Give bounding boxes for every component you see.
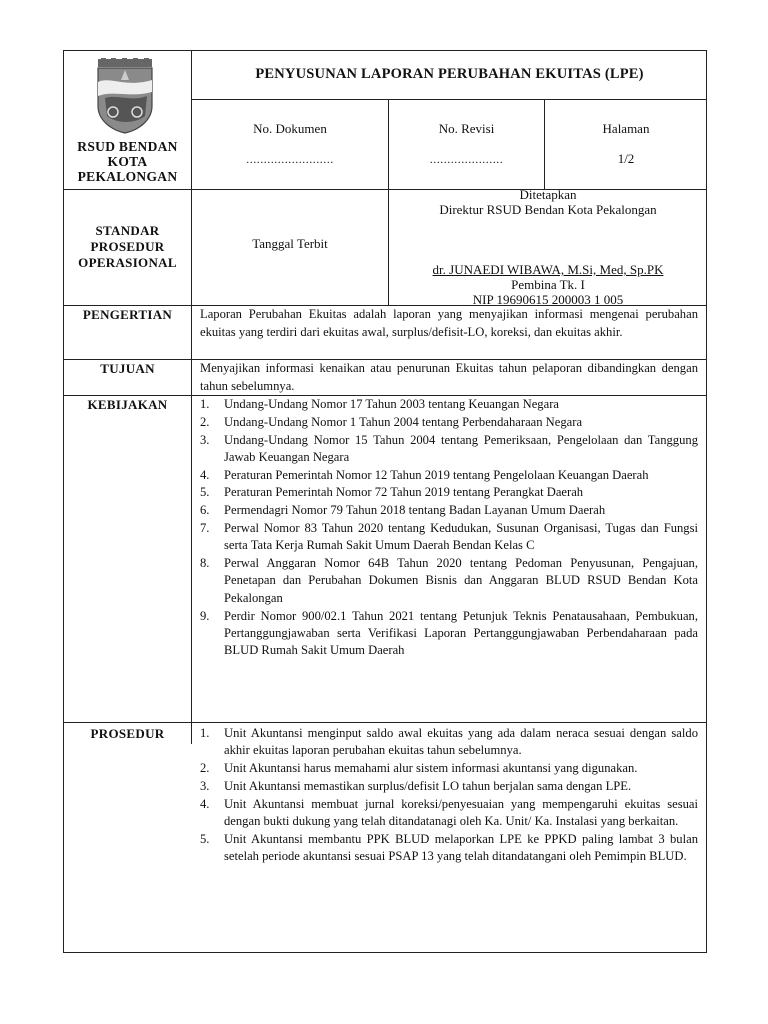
list-item: 2. Unit Akuntansi harus memahami alur sistem informasi akuntansi yang digunakan. xyxy=(200,761,638,776)
list-item: 3. Unit Akuntansi memastikan surplus/defisit LO tahun berjalan sama dengan LPE. xyxy=(200,778,632,793)
no-revisi-value: ..................... xyxy=(429,152,504,166)
list-item: 5. Peraturan Pemerintah Nomor 72 Tahun 2019 tentang Perangkat Daerah xyxy=(200,485,584,500)
list-item: 4. Peraturan Pemerintah Nomor 12 Tahun 2019 tentang Pengelolaan Keuangan Daerah xyxy=(200,467,649,482)
signer-name: dr. JUNAEDI WIBAWA, M.Si, Med, Sp.PK xyxy=(432,262,664,277)
logo xyxy=(95,58,155,134)
tujuan-text: Menyajikan informasi kenaikan atau penurunan Ekuitas tahun pelaporan dibandingkan dengan tahun sebelumnya. xyxy=(200,361,698,393)
list-item: 4. Unit Akuntansi membuat jurnal koreksi/penyesuaian yang mempengaruhi ekuitas sesuai dengan bukti dukung yang telah ditandatanagi oleh Ka. Unit/ Ka. Instalasi yang berkaitan. xyxy=(200,796,698,828)
ditetapkan-label: Ditetapkan xyxy=(519,187,577,202)
prosedur-label: PROSEDUR xyxy=(90,726,165,741)
no-dokumen-label: No. Dokumen xyxy=(253,121,327,136)
signer-rank: Pembina Tk. I xyxy=(511,277,585,292)
tujuan-label: TUJUAN xyxy=(100,361,155,376)
no-revisi-label: No. Revisi xyxy=(438,121,495,136)
kebijakan-list-container xyxy=(200,396,698,660)
list-item: 2. Undang-Undang Nomor 1 Tahun 2004 tentang Perbendaharaan Negara xyxy=(200,414,583,429)
no-dokumen-value: ......................... xyxy=(246,152,334,166)
list-item: 7. Perwal Nomor 83 Tahun 2020 tentang Kedudukan, Susunan Organisasi, Tugas dan Fungsi serta Tata Kerja Rumah Sakit Umum Daerah Bendan Kelas C xyxy=(200,521,698,553)
list-item: 3. Undang-Undang Nomor 15 Tahun 2004 tentang Pemeriksaan, Pengelolaan dan Tanggung Jawab Keuangan Negara xyxy=(200,432,698,464)
list-item: 1. Unit Akuntansi menginput saldo awal ekuitas yang ada dalam neraca sesuai dengan saldo akhir ekuitas laporan perubahan ekuitas tahun sebelumnya. xyxy=(200,726,698,758)
divider xyxy=(191,99,707,100)
divider xyxy=(63,722,707,723)
prosedur-list xyxy=(200,725,698,865)
city-crest-icon xyxy=(95,58,155,134)
halaman-value: 1/2 xyxy=(617,151,635,166)
halaman-label: Halaman xyxy=(602,121,650,136)
sop-label: STANDAR PROSEDUR OPERASIONAL xyxy=(78,223,177,270)
list-item: 8. Perwal Anggaran Nomor 64B Tahun 2020 tentang Pedoman Penyusunan, Pengajuan, Penetapan dan Perubahan Dokumen Bisnis dan Anggaran BLUD RSUD Bendan Kota Pekalongan xyxy=(200,556,698,605)
list-item: 9. Perdir Nomor 900/02.1 Tahun 2021 tentang Petunjuk Teknis Penatausahaan, Pembukuan, Pertanggungjawaban serta Verifikasi Laporan Pertanggungjawaban Perbendaharaan pada BLUD Rumah Sakit Umum Daerah xyxy=(200,608,698,658)
direktur-label: Direktur RSUD Bendan Kota Pekalongan xyxy=(439,202,657,217)
document-title: PENYUSUNAN LAPORAN PERUBAHAN EKUITAS (LPE) xyxy=(255,66,644,82)
list-item: 6. Permendagri Nomor 79 Tahun 2018 tentang Badan Layanan Umum Daerah xyxy=(200,503,606,518)
prosedur-list-container xyxy=(200,725,698,866)
org-name: RSUD BENDAN KOTA PEKALONGAN xyxy=(77,139,178,184)
tanggal-terbit-label: Tanggal Terbit xyxy=(252,236,328,251)
pengertian-label: PENGERTIAN xyxy=(82,307,173,322)
list-item: 5. Unit Akuntansi membantu PPK BLUD melaporkan LPE ke PPKD paling lambat 3 bulan setelah periode akuntansi sesuai PSAP 13 yang telah ditandatangani oleh Pemimpin BLUD. xyxy=(200,831,698,864)
signer-nip: NIP 19690615 200003 1 005 xyxy=(472,292,624,307)
kebijakan-list xyxy=(200,396,698,659)
list-item: 1. Undang-Undang Nomor 17 Tahun 2003 tentang Keuangan Negara xyxy=(200,397,559,411)
kebijakan-label: KEBIJAKAN xyxy=(87,397,168,412)
divider xyxy=(544,99,545,189)
pengertian-text: Laporan Perubahan Ekuitas adalah laporan yang menyajikan informasi mengenai perubahan ekuitas yang terdiri dari ekuitas awal, surplus/defisit-LO, koreksi, dan ekuitas akhir. xyxy=(200,307,698,339)
